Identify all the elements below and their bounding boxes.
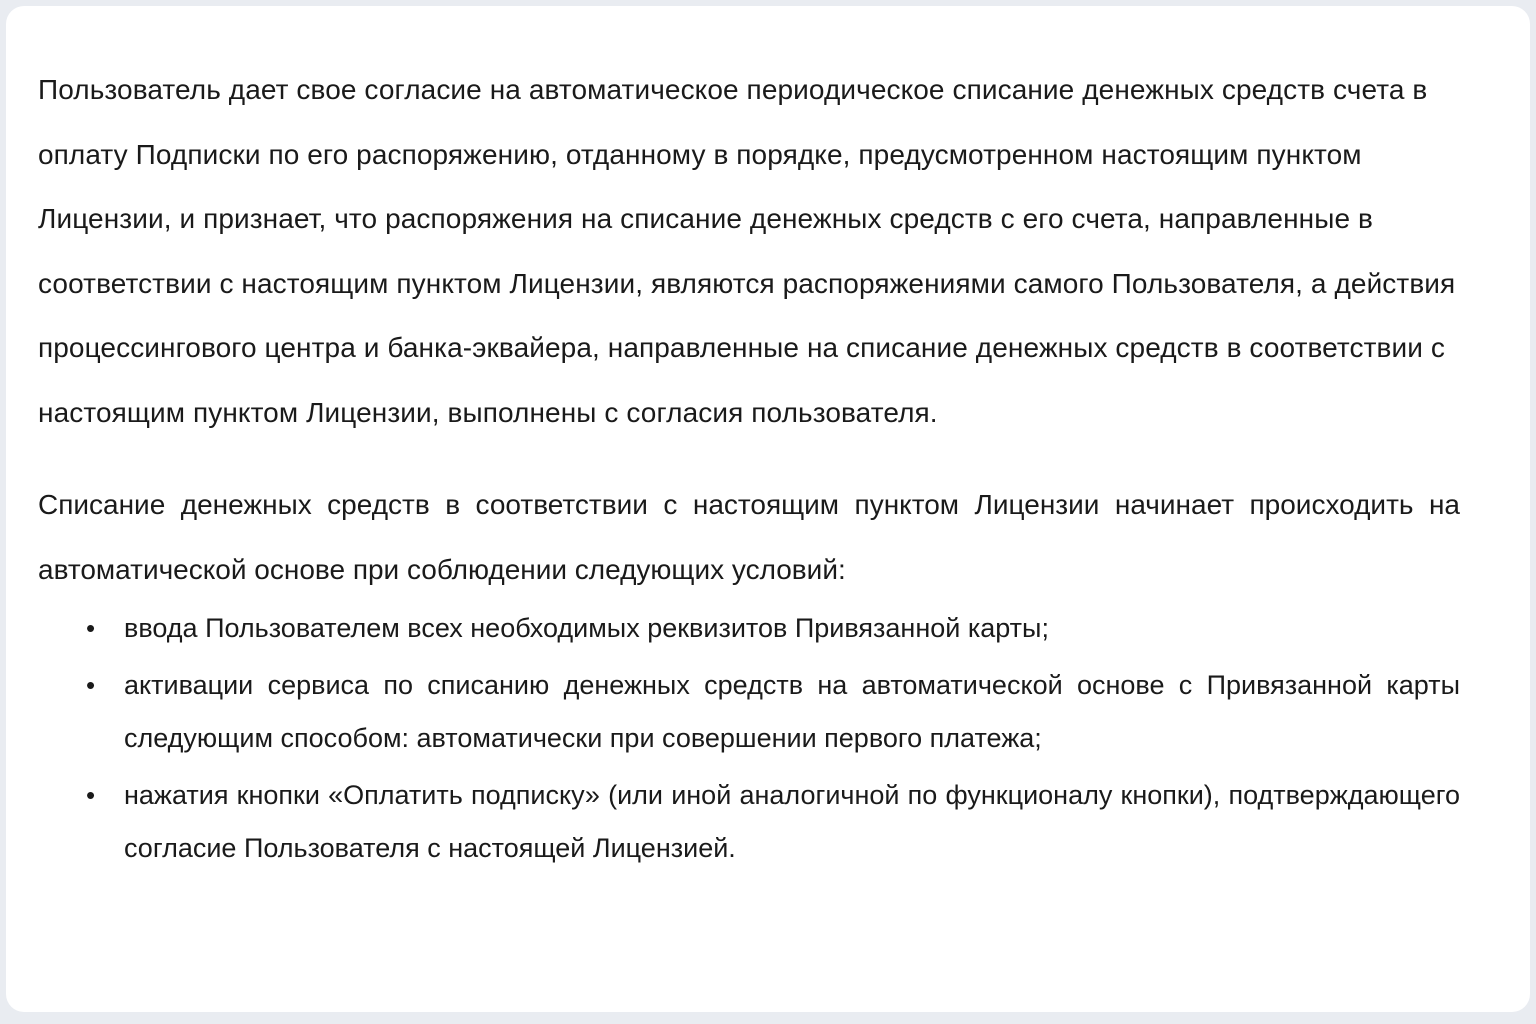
- list-item: [86, 769, 1460, 875]
- list-item: [86, 602, 1460, 655]
- document-card: [6, 6, 1530, 1012]
- list-item-text: ввода Пользователем всех необходимых реквизитов Привязанной карты;: [124, 613, 1049, 643]
- bullet-icon: •: [86, 670, 96, 700]
- list-item-text: активации сервиса по списанию денежных средств на автоматической основе с Привязанной карты следующим способом: автоматически при совершении первого платежа;: [124, 670, 1460, 753]
- conditions-intro-paragraph: Списание денежных средств в соответствии с настоящим пунктом Лицензии начинает происходить на автоматической основе при соблюдении следующих условий:: [38, 489, 1460, 585]
- bullet-icon: •: [86, 780, 96, 810]
- list-item-text: нажатия кнопки «Оплатить подписку» (или иной аналогичной по функционалу кнопки), подтверждающего согласие Пользователя с настоящей Лицензией.: [124, 780, 1460, 863]
- conditions-list: [38, 602, 1460, 875]
- consent-paragraph: Пользователь дает свое согласие на автоматическое периодическое списание денежных средств счета в оплату Подписки по его распоряжению, отданному в порядке, предусмотренном настоящим пунктом Лицензии, и признает, что распоряжения на списание денежных средств с его счета, направленные в соответствии с настоящим пунктом Лицензии, являются распоряжениями самого Пользователя, а действия процессингового центра и банка-эквайера, направленные на списание денежных средств в соответствии с настоящим пунктом Лицензии, выполнены с согласия пользователя.: [38, 74, 1456, 428]
- bullet-icon: •: [86, 613, 96, 643]
- list-item: [86, 659, 1460, 765]
